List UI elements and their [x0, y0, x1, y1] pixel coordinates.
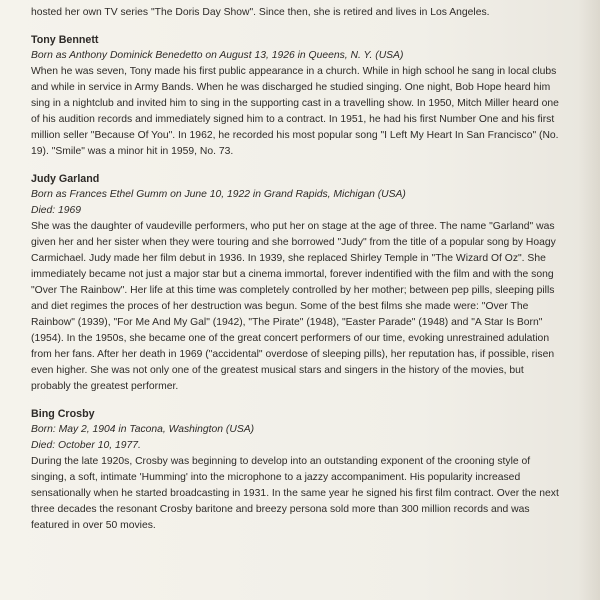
artist-name: Judy Garland	[31, 173, 100, 185]
artist-biography: When he was seven, Tony made his first public appearance in a church. While in high school he sang in local clubs and while in service in Army Bands. When he was discharged he studied singing. One night, Bob Hope heard him sing in a nightclub and invited him to sing in the supporting cast in a travelling show. In 1950, Mitch Miller heard one of his audition records and immediately signed him to a contract. In 1951, he had his first Number One and his first million seller "Because Of You". In 1962, he recorded his most popular song "I Left My Heart In San Francisco" (No. 19). "Smile" was a minor hit in 1959, No. 73.	[31, 66, 559, 157]
artist-birth-info: Born as Anthony Dominick Benedetto on August 13, 1926 in Queens, N. Y. (USA)	[31, 50, 404, 61]
intro-paragraph	[31, 5, 561, 21]
artist-birth-info: Born: May 2, 1904 in Tacona, Washington (USA)	[31, 424, 255, 435]
page-edge-shadow	[578, 0, 600, 600]
artist-entry-tony-bennett	[31, 32, 561, 160]
page-content	[31, 5, 561, 534]
artist-birth-info: Born as Frances Ethel Gumm on June 10, 1922 in Grand Rapids, Michigan (USA)	[31, 189, 406, 200]
artist-biography: During the late 1920s, Crosby was beginning to develop into an outstanding exponent of the crooning style of singing, a soft, intimate 'Humming' into the microphone to a jazzy accompaniment. His popularity increased sensationally when he started broadcasting in 1931. In the same year he signed his first film contract. Over the next three decades the resonant Crosby baritone and breezy persona sold more than 300 million records and was featured in over 50 movies.	[31, 456, 559, 531]
intro-text: hosted her own TV series "The Doris Day Show". Since then, she is retired and lives in Los Angeles.	[31, 7, 490, 18]
artist-entry-judy-garland	[31, 171, 561, 395]
artist-name: Tony Bennett	[31, 34, 99, 46]
artist-death-info: Died: October 10, 1977.	[31, 440, 141, 451]
artist-biography: She was the daughter of vaudeville performers, who put her on stage at the age of three. The name "Garland" was given her and her sister when they were touring and she borrowed "Judy" from the title of a popular song by Hoagy Carmichael. Judy made her film debut in 1936. In 1939, she replaced Shirley Temple in "The Wizard Of Oz". She immediately became not just a major star but a cinema immortal, forever indentified with the film and with the song "Over The Rainbow". Her life at this time was completely controlled by her mother; between pep pills, sleeping pills and diet regimes the proces of her destruction was begun. Some of the best films she made were: "Over The Rainbow" (1939), "For Me And My Gal" (1942), "The Pirate" (1948), "Easter Parade" (1948) and "A Star Is Born" (1954). In the 1950s, she became one of the great concert performers of our time, evoking unrestrained adulation from her fans. After her death in 1969 ("accidental" overdose of sleeping pills), her reputation has, if possible, risen even higher. She was not only one of the greatest musical stars and singers in the history of the movies, but probably the greatest performer.	[31, 221, 556, 392]
artist-entry-bing-crosby	[31, 406, 561, 534]
artist-name: Bing Crosby	[31, 408, 95, 420]
artist-death-info: Died: 1969	[31, 205, 82, 216]
